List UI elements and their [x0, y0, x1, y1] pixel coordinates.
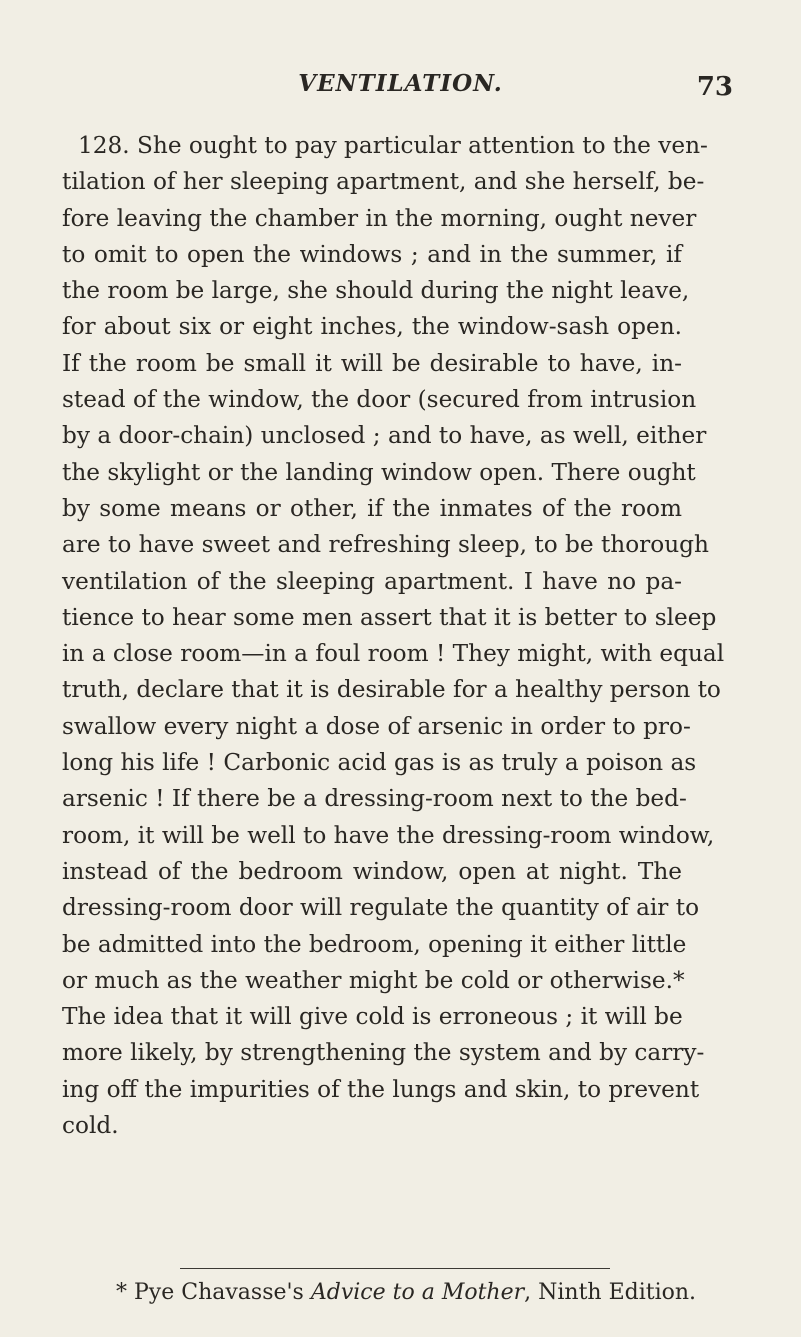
text-line: arsenic ! If there be a dressing-room next to the bed- [62, 785, 687, 813]
text-line: swallow every night a dose of arsenic in order to pro- [62, 712, 691, 740]
text-line: the room be large, she should during the night leave, [62, 277, 690, 305]
text-line: tience to hear some men assert that it is better to sleep [62, 603, 717, 631]
text-line: long his life ! Carbonic acid gas is as truly a poison as [62, 749, 697, 777]
text-line: by a door-chain) unclosed ; and to have, as well, either [62, 422, 707, 450]
text-line: ing off the impurities of the lungs and skin, to prevent [62, 1075, 700, 1103]
footnote [116, 1280, 696, 1305]
text-line: in a close room—in a foul room ! They might, with equal [62, 640, 725, 668]
text-line: tilation of her sleeping apartment, and she herself, be- [62, 168, 705, 196]
running-head [40, 64, 761, 104]
page-number: 73 [696, 72, 733, 102]
text-line: If the room be small it will be desirable to have, in- [62, 349, 682, 377]
text-line: 128. She ought to pay particular attention to the ven- [78, 132, 708, 159]
text-line: The idea that it will give cold is erroneous ; it will be [62, 1003, 683, 1031]
paragraph-128 [62, 128, 725, 1144]
text-line: truth, declare that it is desirable for a healthy person to [62, 676, 721, 704]
text-line: room, it will be well to have the dressing-room window, [62, 821, 715, 849]
text-line: the skylight or the landing window open. There ought [62, 458, 696, 486]
footnote-edition: , Ninth Edition. [524, 1280, 697, 1305]
footnote-book-title: Advice to a Mother [310, 1280, 525, 1305]
text-line: cold. [62, 1112, 119, 1140]
text-line: instead of the bedroom window, open at night. The [62, 857, 682, 885]
text-line: dressing-room door will regulate the quantity of air to [62, 894, 700, 922]
text-line: more likely, by strengthening the system and by carry- [62, 1039, 705, 1067]
text-line: fore leaving the chamber in the morning, ought never [62, 204, 697, 232]
text-line: for about six or eight inches, the window-sash open. [62, 313, 682, 341]
text-line: be admitted into the bedroom, opening it either little [62, 930, 687, 958]
footnote-marker: * [116, 1280, 127, 1305]
text-line: by some means or other, if the inmates of the room [62, 494, 682, 522]
text-line: are to have sweet and refreshing sleep, to be thorough [62, 531, 709, 559]
text-line: to omit to open the windows ; and in the summer, if [62, 240, 682, 268]
text-line: or much as the weather might be cold or otherwise.* [62, 966, 685, 994]
running-title: VENTILATION. [298, 70, 503, 97]
footnote-author: Pye Chavasse's [134, 1280, 304, 1305]
footnote-divider [180, 1268, 610, 1269]
text-line: ventilation of the sleeping apartment. I have no pa- [62, 567, 682, 595]
text-line: stead of the window, the door (secured from intrusion [62, 386, 697, 414]
